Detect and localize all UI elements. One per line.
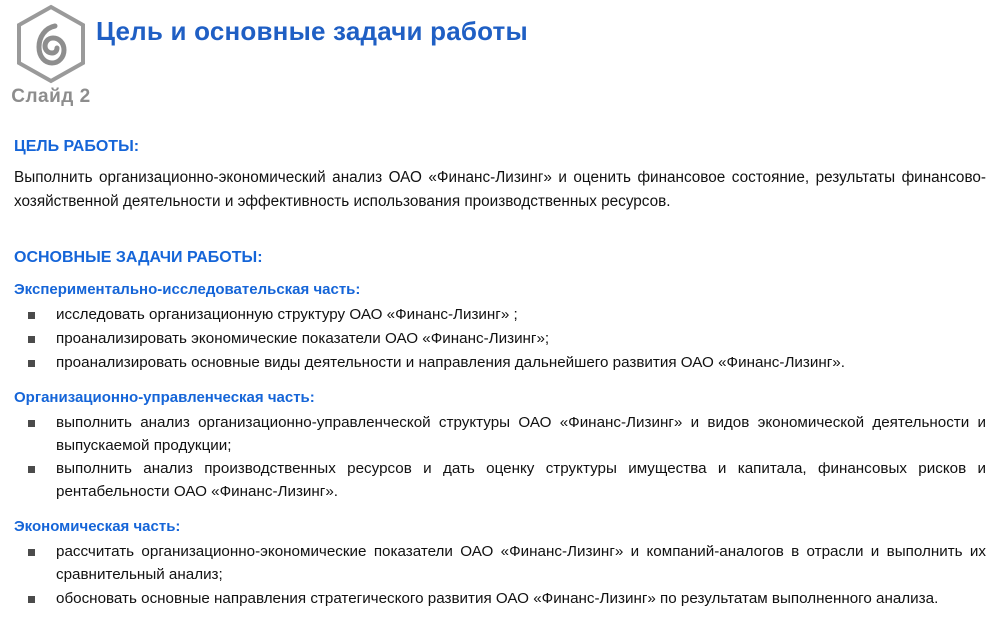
task-group-experimental — [14, 281, 986, 374]
spacer — [14, 213, 986, 249]
task-group-economic — [14, 518, 986, 610]
bullet-square-icon — [28, 420, 35, 427]
list-item — [14, 352, 986, 375]
task-group-management — [14, 389, 986, 504]
slide-body — [14, 138, 986, 611]
list-item — [14, 458, 986, 504]
list-item-text: исследовать организационную структуру ОАО «Финанс-Лизинг» ; — [56, 306, 518, 324]
task-group-title: Экономическая часть: — [14, 517, 181, 535]
goal-heading: ЦЕЛЬ РАБОТЫ: — [14, 138, 140, 155]
task-list — [14, 412, 986, 504]
task-list — [14, 304, 986, 374]
slide-number-label: Слайд 2 — [11, 86, 91, 107]
bullet-square-icon — [28, 360, 35, 367]
list-item-text: проанализировать экономические показатели ОАО «Финанс-Лизинг»; — [56, 330, 550, 348]
goal-text: Выполнить организационно-экономический анализ ОАО «Финанс-Лизинг» и оценить финансовое состояние, результаты финансово-хозяйственной деятельности и эффективность использования производственных ресурсов. — [14, 169, 986, 210]
task-list — [14, 541, 986, 610]
list-item-text: обосновать основные направления стратегического развития ОАО «Финанс-Лизинг» по результатам выполненного анализа. — [56, 589, 939, 607]
list-item-text: выполнить анализ производственных ресурсов и дать оценку структуры имущества и капитала, финансовых рисков и рентабельности ОАО «Финанс-Лизинг». — [56, 460, 986, 501]
logo-block — [6, 4, 96, 108]
bullet-square-icon — [28, 549, 35, 556]
task-group-title: Организационно-управленческая часть: — [14, 388, 315, 406]
tasks-heading: ОСНОВНЫЕ ЗАДАЧИ РАБОТЫ: — [14, 249, 263, 267]
goal-section — [14, 138, 986, 213]
page-title: Цель и основные задачи работы — [96, 16, 528, 46]
list-item — [14, 328, 986, 351]
list-item — [14, 412, 986, 458]
list-item-text: выполнить анализ организационно-управленческой структуры ОАО «Финанс-Лизинг» и видов экономической деятельности и выпускаемой продукции; — [56, 413, 986, 454]
tasks-section — [14, 249, 986, 610]
slide-header — [0, 0, 1000, 115]
bullet-square-icon — [28, 312, 35, 319]
bullet-square-icon — [28, 336, 35, 343]
hexagon-spiral-logo-icon — [15, 4, 87, 84]
list-item — [14, 588, 986, 611]
task-group-title: Экспериментально-исследовательская часть: — [14, 281, 361, 299]
list-item — [14, 304, 986, 327]
list-item — [14, 541, 986, 587]
list-item-text: рассчитать организационно-экономические показатели ОАО «Финанс-Лизинг» и компаний-аналогов в отрасли и выполнить их сравнительный анализ; — [56, 542, 986, 583]
bullet-square-icon — [28, 466, 35, 473]
list-item-text: проанализировать основные виды деятельности и направления дальнейшего развития ОАО «Финанс-Лизинг». — [56, 354, 845, 371]
bullet-square-icon — [28, 596, 35, 603]
